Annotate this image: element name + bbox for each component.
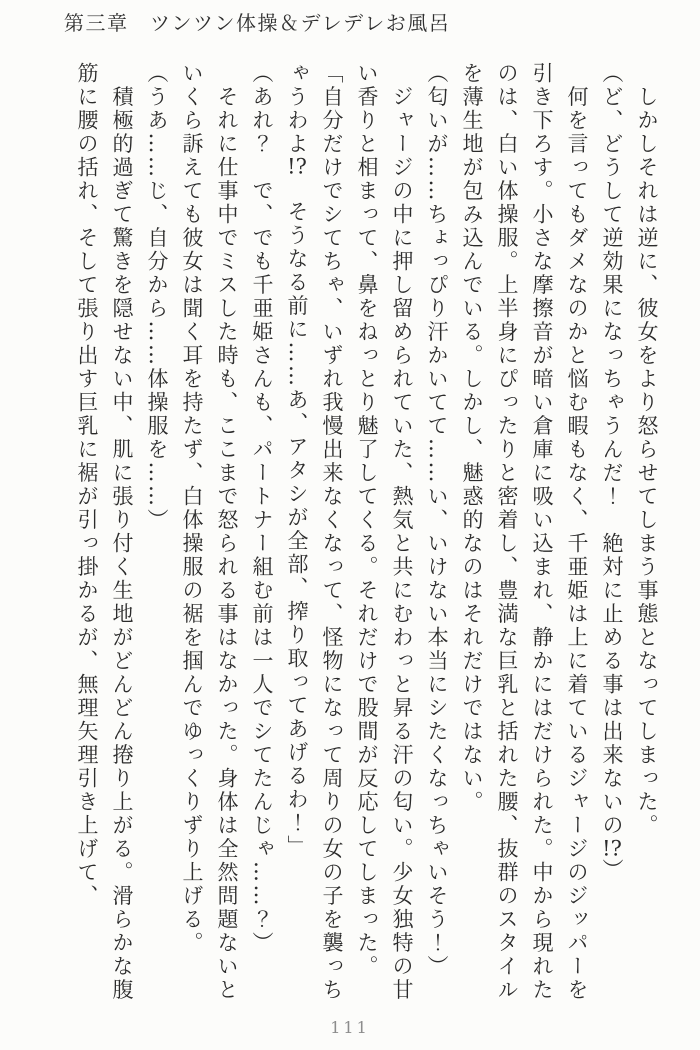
text-line: （あれ？ で、でも千亜姫さんも、パートナー組む前は一人でシてたんじゃ……？） — [250, 62, 274, 955]
text-line: のは、白い体操服。上半身にぴったりと密着し、豊満な巨乳と括れた腰、抜群のスタイル — [495, 62, 519, 1002]
text-line: を薄生地が包み込んでいる。しかし、魅惑的なのはそれだけではない。 — [460, 62, 484, 814]
tatechuyoko-exclamation-question: !? — [287, 156, 307, 177]
text-line: 筋に腰の括れ、そして張り出す巨乳に裾が引っ掛かるが、無理矢理引き上げて、 — [75, 62, 99, 908]
text-line: ジャージの中に押し留められていた、熱気と共にむわっと昇る汗の匂い。少女独特の甘 — [390, 62, 414, 1002]
text-line: それに仕事中でミスした時も、ここまで怒られる事はなかった。身体は全然問題ないと — [215, 62, 239, 1002]
text-line: いくら訴えても彼女は聞く耳を持たず、白体操服の裾を掴んでゆっくりずり上げる。 — [180, 62, 204, 955]
text-line: 何を言ってもダメなのかと悩む暇もなく、千亜姫は上に着ているジャージのジッパーを — [565, 62, 589, 1002]
text-line: 引き下ろす。小さな摩擦音が暗い倉庫に吸い込まれ、静かにはだけられた。中から現れた — [530, 62, 554, 1002]
text-line: い香りと相まって、鼻をねっとり魅了してくる。それだけで股間が反応してしまった。 — [355, 62, 379, 979]
text-line: しかしそれは逆に、彼女をより怒らせてしまう事態となってしまった。 — [635, 62, 659, 838]
text-line: （ど、どうして逆効果になっちゃうんだ！ 絶対に止める事は出来ないの!?） — [600, 62, 624, 882]
chapter-header: 第三章 ツンツン体操＆デレデレお風呂 — [64, 11, 451, 35]
text-line: （うあ……じ、自分から……体操服を……） — [145, 62, 169, 532]
body-text — [69, 62, 664, 1010]
page-number: 111 — [330, 1018, 370, 1037]
text-line: 積極的過ぎて驚きを隠せない中、肌に張り付く生地がどんどん捲り上がる。滑らかな腹 — [110, 62, 134, 1002]
text-line: （匂いが……ちょっぴり汗かいてて……い、いけない本当にシたくなっちゃいそう！） — [425, 62, 449, 979]
text-line: 「自分だけでシてちゃ、いずれ我慢出来なくなって、怪物になって周りの女の子を襲っち — [320, 62, 344, 1002]
text-line: ゃうわよ!? そうなる前に……あ、アタシが全部、搾り取ってあげるわ！」 — [285, 62, 309, 859]
tatechuyoko-exclamation-question: !? — [602, 837, 622, 859]
